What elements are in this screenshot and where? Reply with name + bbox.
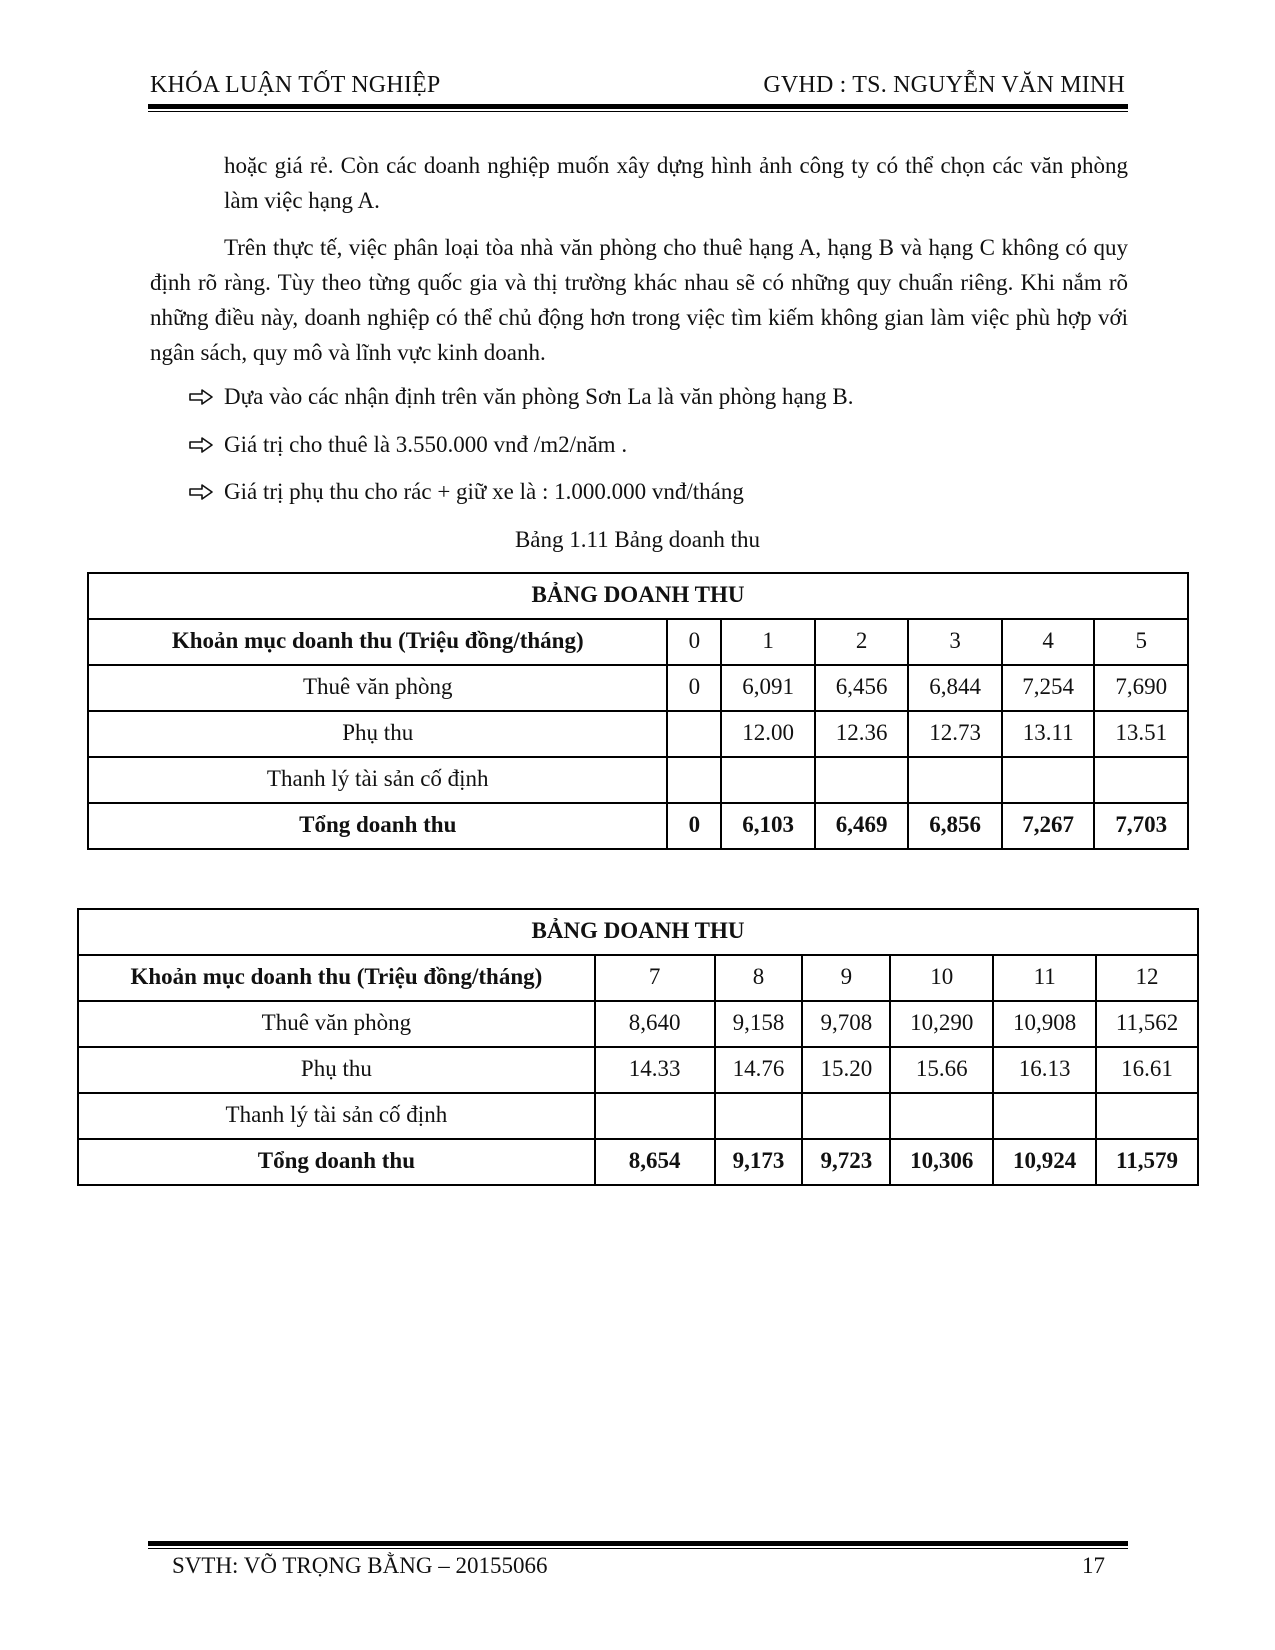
value-cell: 9,158 bbox=[715, 1001, 803, 1047]
value-cell: 13.51 bbox=[1094, 711, 1188, 757]
value-cell: 9,173 bbox=[715, 1139, 803, 1185]
value-cell: 12.73 bbox=[908, 711, 1002, 757]
bullet-text: Giá trị cho thuê là 3.550.000 vnđ /m2/năm . bbox=[224, 432, 628, 457]
value-cell: 12.00 bbox=[721, 711, 815, 757]
table-row bbox=[78, 1093, 1198, 1139]
bullet-item bbox=[188, 430, 627, 460]
table-title: BẢNG DOANH THU bbox=[88, 573, 1188, 619]
table-total-row bbox=[88, 803, 1188, 849]
period-cell: 12 bbox=[1096, 955, 1198, 1001]
value-cell bbox=[815, 757, 909, 803]
table-row bbox=[78, 1047, 1198, 1093]
row-label: Phụ thu bbox=[78, 1047, 595, 1093]
bullet-text: Dựa vào các nhận định trên văn phòng Sơn La là văn phòng hạng B. bbox=[224, 384, 854, 409]
table-row bbox=[88, 757, 1188, 803]
value-cell: 0 bbox=[667, 665, 721, 711]
table-title: BẢNG DOANH THU bbox=[78, 909, 1198, 955]
value-cell: 16.13 bbox=[993, 1047, 1096, 1093]
bullet-item bbox=[188, 382, 854, 412]
value-cell: 8,654 bbox=[595, 1139, 715, 1185]
value-cell: 14.33 bbox=[595, 1047, 715, 1093]
row-label: Thuê văn phòng bbox=[88, 665, 667, 711]
revenue-table-1 bbox=[87, 572, 1189, 850]
arrow-right-icon bbox=[188, 436, 214, 454]
period-cell: 8 bbox=[715, 955, 803, 1001]
period-cell: 5 bbox=[1094, 619, 1188, 665]
arrow-right-icon bbox=[188, 483, 214, 501]
period-cell: 4 bbox=[1002, 619, 1095, 665]
header-rule-thin bbox=[148, 111, 1128, 112]
value-cell: 15.66 bbox=[890, 1047, 993, 1093]
value-cell: 6,856 bbox=[908, 803, 1002, 849]
page-number: 17 bbox=[1082, 1553, 1105, 1578]
value-cell bbox=[1094, 757, 1188, 803]
row-label: Phụ thu bbox=[88, 711, 667, 757]
value-cell: 10,290 bbox=[890, 1001, 993, 1047]
period-cell: 0 bbox=[667, 619, 721, 665]
value-cell: 7,267 bbox=[1002, 803, 1095, 849]
value-cell: 10,306 bbox=[890, 1139, 993, 1185]
footer-rule-thin bbox=[148, 1548, 1128, 1549]
value-cell: 6,456 bbox=[815, 665, 909, 711]
bullet-text: Giá trị phụ thu cho rác + giữ xe là : 1.000.000 vnđ/tháng bbox=[224, 479, 744, 504]
period-cell: 2 bbox=[815, 619, 909, 665]
value-cell bbox=[908, 757, 1002, 803]
value-cell: 15.20 bbox=[802, 1047, 890, 1093]
footer-rule bbox=[148, 1541, 1128, 1546]
value-cell bbox=[667, 711, 721, 757]
row-label: Thanh lý tài sản cố định bbox=[88, 757, 667, 803]
table-header-label: Khoản mục doanh thu (Triệu đồng/tháng) bbox=[88, 619, 667, 665]
table-header-label: Khoản mục doanh thu (Triệu đồng/tháng) bbox=[78, 955, 595, 1001]
value-cell bbox=[721, 757, 815, 803]
row-label: Thanh lý tài sản cố định bbox=[78, 1093, 595, 1139]
value-cell bbox=[1002, 757, 1095, 803]
value-cell: 10,924 bbox=[993, 1139, 1096, 1185]
value-cell: 11,562 bbox=[1096, 1001, 1198, 1047]
arrow-right-icon bbox=[188, 388, 214, 406]
value-cell: 7,703 bbox=[1094, 803, 1188, 849]
value-cell bbox=[890, 1093, 993, 1139]
value-cell: 6,844 bbox=[908, 665, 1002, 711]
row-label: Thuê văn phòng bbox=[78, 1001, 595, 1047]
value-cell: 14.76 bbox=[715, 1047, 803, 1093]
table-row bbox=[88, 711, 1188, 757]
value-cell: 9,708 bbox=[802, 1001, 890, 1047]
period-cell: 11 bbox=[993, 955, 1096, 1001]
period-cell: 10 bbox=[890, 955, 993, 1001]
table-row bbox=[78, 1001, 1198, 1047]
value-cell: 0 bbox=[667, 803, 721, 849]
value-cell: 13.11 bbox=[1002, 711, 1095, 757]
value-cell: 7,690 bbox=[1094, 665, 1188, 711]
value-cell bbox=[1096, 1093, 1198, 1139]
period-cell: 3 bbox=[908, 619, 1002, 665]
header-left: KHÓA LUẬN TỐT NGHIỆP bbox=[150, 72, 441, 98]
value-cell: 16.61 bbox=[1096, 1047, 1198, 1093]
value-cell bbox=[802, 1093, 890, 1139]
value-cell: 6,103 bbox=[721, 803, 815, 849]
period-cell: 9 bbox=[802, 955, 890, 1001]
value-cell bbox=[993, 1093, 1096, 1139]
value-cell: 7,254 bbox=[1002, 665, 1095, 711]
header-right: GVHD : TS. NGUYỄN VĂN MINH bbox=[763, 72, 1125, 98]
paragraph-2: Trên thực tế, việc phân loại tòa nhà văn phòng cho thuê hạng A, hạng B và hạng C không có quy định rõ ràng. Tùy theo từng quốc gia và thị trường khác nhau sẽ có những quy chuẩn riêng. Khi nắm rõ những điều này, doanh nghiệp có thể chủ động hơn trong việc tìm kiếm không gian làm việc phù hợp với ngân sách, quy mô và lĩnh vực kinh doanh. bbox=[150, 235, 1128, 365]
row-label: Tổng doanh thu bbox=[88, 803, 667, 849]
value-cell bbox=[715, 1093, 803, 1139]
value-cell: 12.36 bbox=[815, 711, 909, 757]
value-cell: 8,640 bbox=[595, 1001, 715, 1047]
table-caption: Bảng 1.11 Bảng doanh thu bbox=[514, 527, 761, 552]
value-cell: 6,091 bbox=[721, 665, 815, 711]
value-cell: 11,579 bbox=[1096, 1139, 1198, 1185]
value-cell bbox=[595, 1093, 715, 1139]
bullet-item bbox=[188, 477, 744, 507]
period-cell: 1 bbox=[721, 619, 815, 665]
value-cell: 10,908 bbox=[993, 1001, 1096, 1047]
period-cell: 7 bbox=[595, 955, 715, 1001]
footer-author: SVTH: VÕ TRỌNG BẰNG – 20155066 bbox=[172, 1553, 548, 1578]
value-cell bbox=[667, 757, 721, 803]
table-total-row bbox=[78, 1139, 1198, 1185]
row-label: Tổng doanh thu bbox=[78, 1139, 595, 1185]
table-row bbox=[88, 665, 1188, 711]
value-cell: 6,469 bbox=[815, 803, 909, 849]
paragraph-1: hoặc giá rẻ. Còn các doanh nghiệp muốn xây dựng hình ảnh công ty có thể chọn các văn phòng làm việc hạng A. bbox=[224, 153, 1128, 213]
value-cell: 9,723 bbox=[802, 1139, 890, 1185]
revenue-table-2 bbox=[77, 908, 1199, 1186]
header-rule bbox=[148, 104, 1128, 109]
